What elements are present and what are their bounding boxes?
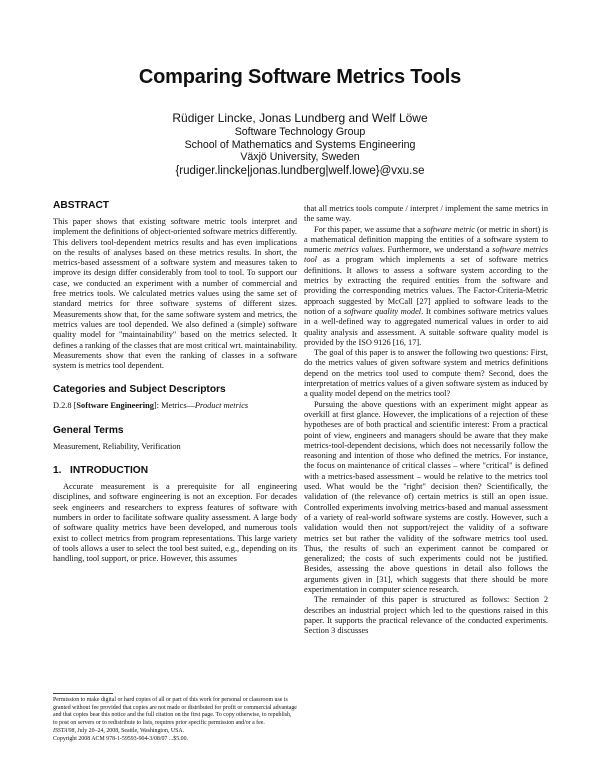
- affiliation-school: School of Mathematics and Systems Engineering: [184, 138, 416, 151]
- abstract-text: This paper shows that existing software metric tools interpret and implement the definitions of object-oriented software metrics differently. This delivers tool-dependent metrics results and has even implications on the results of analyses based on these metrics results. In short, the metrics-based assessment of a software system and measures taken to improve its design differ considerably from tool to tool. To support our case, we conducted an experiment with a number of commercial and free metrics tools. We calculated metrics values using the same set of standard metrics for three software systems of different sizes. Measurements show that, for the same software system and metrics, the metrics values are tool depended. We also defined a (simple) software quality model for "maintainability" based on the metrics selected. It defines a ranking of the classes that are most critical wrt. maintainability. Measurements show that even the ranking of classes in a software system is metrics tool dependent.: [53, 217, 297, 371]
- author-emails: {rudiger.lincke|jonas.lundberg|welf.lowe}@vxu.se: [175, 164, 425, 177]
- abstract-heading: ABSTRACT: [53, 200, 110, 211]
- introduction-text: Accurate measurement is a prerequisite for all engineering disciplines, and software engineering is not an exception. For decades seek engineers and researchers to express features of software with numbers in order to facilitate software quality assessment. A large body of software quality metrics have been developed, and numerous tools exist to collect metrics from program representations. This large variety of tools allows a user to select the tool best suited, e.g., depending on its handling, tool support, or price. However, this assumes: [53, 482, 297, 564]
- author-names: Rüdiger Lincke, Jonas Lundberg and Welf Löwe: [172, 111, 428, 125]
- paragraph-definitions: For this paper, we assume that a software metric (or metric in short) is a mathematical definition mapping the entities of a software system to numeric metrics values. Furthermore, we understand a software metrics tool as a program which implements a set of software metrics definitions. It allows to assess a software system according to the metrics by extracting the required entities from the software and providing the corresponding metrics values. The Factor-Criteria-Metric approach suggested by McCall [27] applied to software leads to the notion of a software quality model. It combines software metrics values in a well-defined way to aggregated numerical values in order to aid quality analysis and assessment. A suitable software quality model is provided by the ISO 9126 [16, 17].: [304, 224, 548, 347]
- introduction-heading: 1. INTRODUCTION: [53, 465, 149, 477]
- paragraph-goal: The goal of this paper is to answer the following two questions: First, do the metrics values of given software system and metrics definitions depend on the metrics tool used to compute them? Second, does the interpretation of metrics values of a given software system as induced by a quality model depend on the metrics tool?: [304, 348, 548, 399]
- general-terms-heading: General Terms: [53, 424, 124, 436]
- paper-title: Comparing Software Metrics Tools: [138, 66, 462, 88]
- paragraph-structure: The remainder of this paper is structured as follows: Section 2 describes an industrial project which led to the questions raised in this paper. It supports the practical relevance of the conducted experiments. Section 3 discusses: [304, 595, 548, 636]
- copyright-notice: [53, 693, 297, 743]
- paragraph-continuation: that all metrics tools compute / interpret / implement the same metrics in the same way.: [304, 204, 548, 224]
- categories-text: D.2.8 [Software Engineering]: Metrics—Product metrics: [53, 401, 249, 411]
- copyright-line: Copyright 2008 ACM 978-1-59593-904-3/08/07 ...$5.00.: [53, 735, 188, 742]
- affiliation-group: Software Technology Group: [234, 126, 366, 138]
- left-column: [53, 200, 297, 564]
- general-terms-text: Measurement, Reliability, Verification: [53, 441, 181, 451]
- affiliation-university: Växjö University, Sweden: [240, 151, 360, 163]
- venue-line: ISSTA'08, July 20–24, 2008, Seattle, Washington, USA.: [53, 727, 185, 734]
- categories-heading: Categories and Subject Descriptors: [53, 384, 226, 396]
- right-column: [304, 204, 548, 636]
- footnote-rule: [53, 693, 113, 694]
- author-block: [0, 111, 600, 178]
- permission-text: Permission to make digital or hard copies of all or part of this work for personal or classroom use is granted without fee provided that copies are not made or distributed for profit or commercial advantage and that copies bear this notice and the full citation on the first page. To copy otherwise, to republish, to post on servers or to redistribute to lists, requires prior specific permission and/or a fee.: [53, 697, 297, 727]
- paragraph-motivation: Pursuing the above questions with an experiment might appear as overkill at first glance. However, the implications of a rejection of these hypotheses are of both practical and scientific interest: From a practical point of view, engineers and managers should be aware that they make metrics-tool-dependent decisions, which does not necessarily follow the reasoning and intention of those who defined the metrics. For instance, the focus on maintenance of critical classes – where "critical" is defined with a metrics-based assessment – would be relative to the metrics tool used. What would be the "right" decision then? Scientifically, the validation of (the relevance of) certain metrics is still an open issue. Controlled experiments involving metrics-based and manual assessment of a variety of real-world software systems are costly. However, such a validation would then not support/reject the validity of a software metrics set but rather the validity of the software metrics tool used. Thus, the results of such an experiment cannot be compared or generalized; the costs of such experiments could not be justified. Besides, assessing the above questions in detail also follows the arguments given in [31], which suggests that there should be more experimentation in computer science research.: [304, 399, 548, 594]
